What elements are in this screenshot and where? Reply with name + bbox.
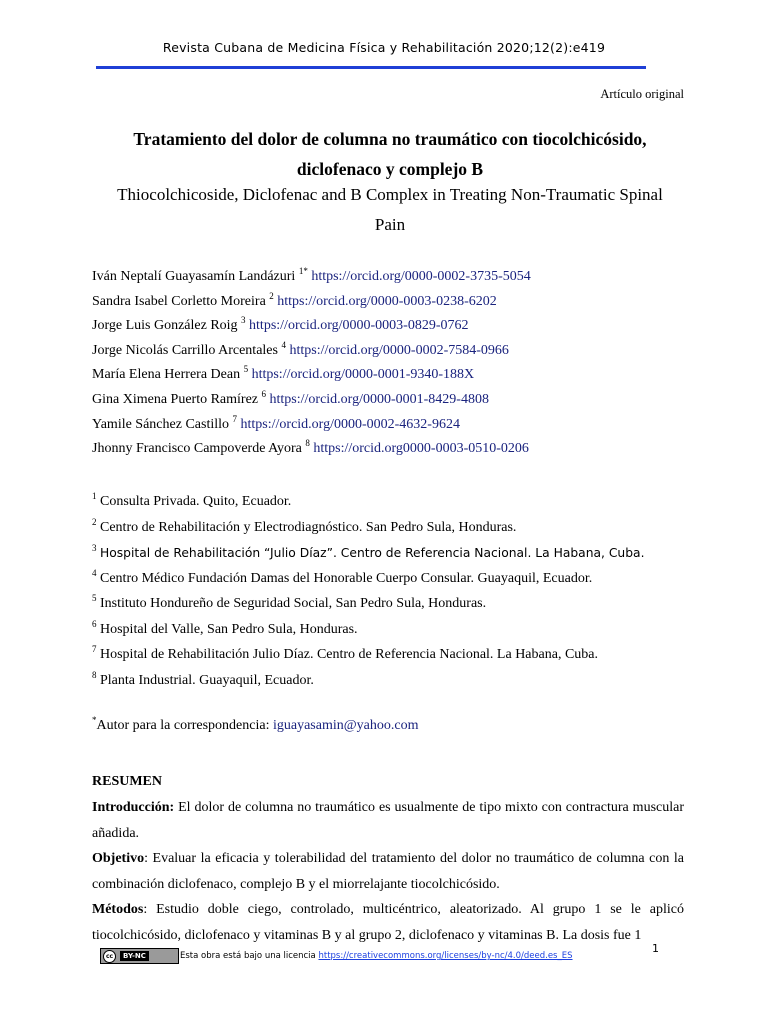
affiliation-num: 1	[92, 491, 97, 501]
author-affil-sup: 6	[261, 388, 267, 399]
author-affil-sup: 3	[241, 315, 246, 326]
author-name: Sandra Isabel Corletto Moreira	[92, 293, 266, 309]
affiliation-item	[92, 618, 692, 644]
affiliation-item	[92, 592, 692, 618]
orcid-link[interactable]: https://orcid.org/0000-0002-4632-9624	[240, 416, 460, 432]
title-spanish-line: diclofenaco y complejo B	[296, 159, 484, 179]
header-rule	[96, 66, 646, 69]
author-affil-sup: 7	[232, 413, 238, 424]
author-affil-sup: 8	[305, 438, 310, 449]
cc-badge-text: BY-NC	[120, 951, 149, 961]
abstract-objective	[92, 846, 684, 897]
affiliation-item	[92, 669, 692, 695]
orcid-link[interactable]: https://orcid.org/0000-0002-7584-0966	[289, 342, 509, 358]
orcid-link[interactable]: https://orcid.org/0000-0003-0829-0762	[249, 318, 469, 334]
affiliation-text: Centro Médico Fundación Damas del Honorable Cuerpo Consular. Guayaquil, Ecuador.	[100, 570, 593, 586]
abstract-methods	[92, 897, 684, 948]
author-affil-sup: 4	[281, 339, 286, 350]
license-url-link[interactable]: https://creativecommons.org/licenses/by-nc/4.0/deed.es_ES	[318, 951, 573, 961]
introduction-label: Introducción:	[92, 800, 175, 815]
title-spanish-line: Tratamiento del dolor de columna no traumático con tiocolchicósido,	[133, 129, 647, 149]
title-english	[96, 180, 684, 240]
affiliation-item	[92, 490, 692, 516]
author-name: Gina Ximena Puerto Ramírez	[92, 391, 259, 407]
abstract-introduction	[92, 795, 684, 846]
author-item	[92, 363, 692, 388]
author-affil-sup: 2	[269, 290, 274, 301]
cc-license-badge[interactable]	[100, 948, 179, 964]
affiliation-item	[92, 516, 692, 542]
page-number: 1	[652, 942, 659, 955]
author-item	[92, 413, 692, 438]
correspondence-email-link[interactable]: iguayasamin@yahoo.com	[272, 718, 419, 733]
abstract-heading: RESUMEN	[92, 774, 163, 789]
affiliation-text: Hospital del Valle, San Pedro Sula, Honduras.	[100, 621, 358, 637]
orcid-link[interactable]: https://orcid.org/0000-0003-0238-6202	[277, 293, 497, 309]
article-type: Artículo original	[600, 87, 684, 101]
author-name: María Elena Herrera Dean	[92, 367, 241, 383]
journal-header: Revista Cubana de Medicina Física y Rehabilitación 2020;12(2):e419	[162, 40, 606, 55]
license-statement	[180, 951, 573, 961]
affiliation-item	[92, 643, 692, 669]
affiliation-num: 8	[92, 669, 97, 680]
affiliation-num: 4	[92, 567, 97, 578]
author-item	[92, 388, 692, 413]
affiliation-num: 3	[92, 543, 97, 553]
author-item	[92, 290, 692, 315]
title-english-line: Pain	[374, 215, 406, 234]
author-item	[92, 265, 692, 290]
correspondence-asterisk: *	[92, 715, 97, 725]
methods-text: : Estudio doble ciego, controlado, multicéntrico, aleatorizado. Al grupo 1 se le aplicó tiocolchicósido, diclofenaco y vitaminas B y al grupo 2, diclofenaco y vitaminas B. La dosis fue 1	[92, 902, 684, 943]
cc-icon: cc	[103, 950, 116, 963]
author-name: Jhonny Francisco Campoverde Ayora	[92, 441, 302, 457]
title-english-line: Thiocolchicoside, Diclofenac and B Complex in Treating Non-Traumatic Spinal	[117, 185, 663, 204]
author-name: Yamile Sánchez Castillo	[92, 416, 230, 432]
affiliation-text: Consulta Privada. Quito, Ecuador.	[100, 494, 292, 509]
author-list	[92, 265, 692, 462]
affiliation-num: 7	[92, 644, 97, 654]
objective-text: : Evaluar la eficacia y tolerabilidad del tratamiento del dolor no traumático de columna con la combinación diclofenaco, complejo B y el miorrelajante tiocolchicósido.	[92, 851, 684, 892]
affiliation-text: Instituto Hondureño de Seguridad Social, San Pedro Sula, Honduras.	[100, 596, 487, 611]
orcid-link[interactable]: https://orcid.org/0000-0001-8429-4808	[269, 391, 489, 407]
author-name: Jorge Nicolás Carrillo Arcentales	[92, 342, 278, 358]
orcid-link[interactable]: https://orcid.org/0000-0001-9340-188X	[251, 367, 475, 383]
abstract-section	[92, 770, 684, 948]
affiliation-text: Planta Industrial. Guayaquil, Ecuador.	[100, 672, 314, 688]
orcid-link[interactable]: https://orcid.org0000-0003-0510-0206	[313, 441, 529, 457]
author-item	[92, 339, 692, 364]
affiliation-num: 2	[92, 516, 97, 527]
correspondence	[92, 715, 419, 734]
affiliation-item	[92, 567, 692, 593]
correspondence-label: Autor para la correspondencia:	[96, 718, 273, 733]
affiliation-list	[92, 490, 692, 694]
title-spanish	[96, 124, 684, 184]
author-item	[92, 437, 692, 462]
methods-label: Métodos	[92, 902, 144, 917]
license-footer	[100, 946, 660, 966]
author-affil-sup: 5	[243, 364, 249, 375]
affiliation-text: Centro de Rehabilitación y Electrodiagnóstico. San Pedro Sula, Honduras.	[100, 519, 517, 535]
affiliation-text: Hospital de Rehabilitación Julio Díaz. Centro de Referencia Nacional. La Habana, Cuba.	[100, 647, 598, 662]
introduction-text: El dolor de columna no traumático es usualmente de tipo mixto con contractura muscular añadida.	[92, 800, 684, 841]
affiliation-num: 5	[92, 593, 97, 603]
affiliation-num: 6	[92, 618, 97, 629]
affiliation-text: Hospital de Rehabilitación “Julio Díaz”. Centro de Referencia Nacional. La Habana, Cuba.	[100, 546, 645, 560]
author-name: Iván Neptalí Guayasamín Landázuri	[92, 269, 296, 284]
affiliation-item	[92, 541, 692, 567]
license-text: Esta obra está bajo una licencia	[180, 951, 319, 961]
objective-label: Objetivo	[92, 851, 145, 866]
orcid-link[interactable]: https://orcid.org/0000-0002-3735-5054	[311, 269, 531, 284]
author-affil-sup: 1*	[298, 266, 308, 276]
author-name: Jorge Luis González Roig	[92, 318, 238, 334]
author-item	[92, 314, 692, 339]
